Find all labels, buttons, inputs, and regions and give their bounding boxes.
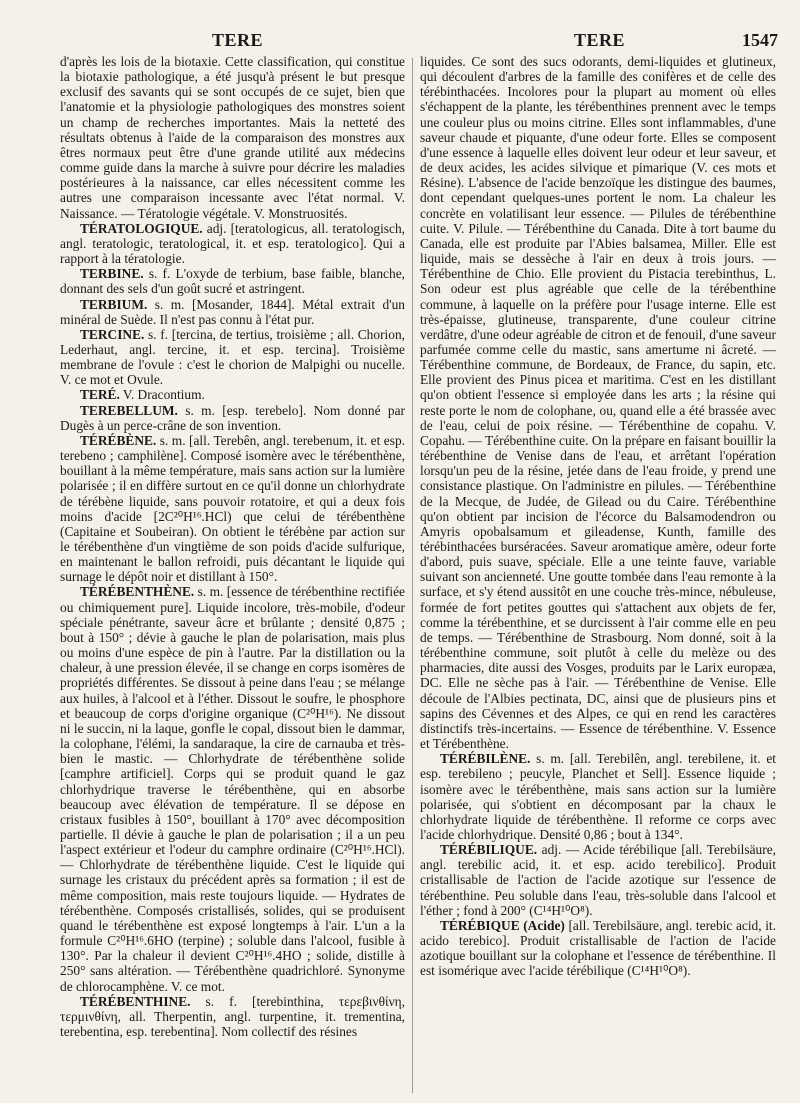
dictionary-entry	[420, 842, 776, 918]
entry-text: V. Dracontium.	[119, 387, 205, 403]
entry-headword: TÉRÉBÈNE.	[80, 432, 157, 448]
entry-text: s. m. [Mosander, 1844]. Métal extrait d'un minéral de Suède. Il n'est pas connu à l'état pur.	[60, 296, 405, 327]
left-column	[60, 54, 405, 1094]
entry-text: adj. — Acide térébilique [all. Terebilsäure, angl. terebilic acid, it. et esp. acido terebilico]. Produit cristallisable de l'action de l'acide azotique sur l'essence de térébenthine. Peu soluble dans l'eau, très-soluble dans l'alcool et l'éther ; fond à 200° (C¹⁴H¹⁰O⁸).	[420, 842, 776, 918]
entry-text: s. f. [terebinthina, τερεβινθίνη, τερμινθίνη, all. Therpentin, angl. turpentine, it. trementina, terebentina, esp. terebentina]. Nom collectif des résines	[60, 993, 405, 1039]
column-divider	[412, 58, 413, 1093]
entry-text: [all. Terebilsäure, angl. terebic acid, it. acido terebico]. Produit cristallisable de l'action de l'acide azotique bouillant sur la colophane et l'essence de térébenthine. Il est isomérique avec l'acide térébilique (C¹⁴H¹⁰O⁸).	[420, 917, 776, 979]
dictionary-entry	[60, 387, 405, 402]
right-column	[420, 54, 776, 1094]
entry-headword: TÉRATOLOGIQUE.	[80, 220, 203, 236]
entry-text: s. f. L'oxyde de terbium, base faible, blanche, donnant des sels d'un goût sucré et astringent.	[60, 266, 405, 297]
page-header	[0, 30, 800, 54]
running-head-right: TERE	[574, 30, 626, 50]
running-head-left: TERE	[212, 30, 264, 50]
entry-headword: TÉRÉBIQUE (Acide)	[440, 917, 565, 933]
dictionary-entry	[60, 221, 405, 266]
page-number: 1547	[742, 30, 778, 50]
entry-text: s. m. [all. Terebilên, angl. terebilene, it. et esp. terebileno ; peucyle, Planchet et Sell]. Essence liquide ; isomère avec le térébenthène, mais sans action sur la lumière polarisée, qui s'obtient en décomposant par la chaux le chlorhydrate liquide de térébenthène. Il reforme ce corps avec l'acide chlorhydrique. Densité 0,86 ; bout à 134°.	[420, 751, 776, 842]
dictionary-entry	[60, 584, 405, 993]
continued-text	[420, 54, 776, 751]
entry-text: s. f. [tercina, de tertius, troisième ; all. Chorion, Lederhaut, angl. tercine, it. et esp. tercina]. Troisième membrane de l'ovule : c'est le chorion de Malpighi ou nucelle. V. ce mot et Ovule.	[60, 326, 405, 388]
dictionary-entry	[60, 403, 405, 433]
entry-headword: TÉRÉBILIQUE.	[440, 842, 538, 858]
entry-text: s. m. [all. Terebên, angl. terebenum, it. et esp. terebeno ; camphilène]. Composé isomère avec le térébenthène, bouillant à la même température, mais sans action sur la lumière polarisée ; il en diffère surtout en ce qu'il donne un chlorhydrate de térébène liquide, sans pouvoir rotatoire, et qui a deux fois moins d'acide [2C²⁰H¹⁶.HCl) que celui de térébenthène (Capitaine et Soubeiran). On obtient le térébène par action sur le térébenthène d'un vingtième de son poids d'acide sulfurique, en maintenant le ballon refroidi, puis décantant le liquide qui surnage le dépôt noir et distillant à 150°.	[60, 432, 405, 585]
entry-headword: TÉRÉBENTHINE.	[80, 993, 191, 1009]
entry-headword: TÉRÉBENTHÈNE.	[80, 584, 195, 600]
entry-text: adj. [teratologicus, all. teratologisch, angl. teratologic, teratological, it. et esp. teratologico]. Qui a rapport à la tératologie.	[60, 220, 405, 267]
dictionary-entry	[60, 327, 405, 388]
entry-text: s. m. [esp. terebelo]. Nom donné par Dugès à un perce-crâne de son invention.	[60, 402, 405, 433]
entry-headword: TEREBELLUM.	[80, 402, 178, 418]
entry-headword: TERBIUM.	[80, 296, 148, 312]
continued-text	[60, 54, 405, 221]
entry-headword: TERBINE.	[80, 266, 144, 282]
entry-text: liquides. Ce sont des sucs odorants, demi-liquides et glutineux, qui découlent d'arbres de la famille des conifères et de celle des térébinthacées. Incolores pour la plupart au moment où elles s'échappent de la plante, les térébenthines prennent avec le temps une couleur plus ou moins citrine. Elles sont inflammables, d'une saveur chaude et piquante, d'une odeur forte. Elles se composent d'une essence à laquelle elles doivent leur odeur et leur saveur, et de deux acides, les acides silvique et pimarique (V. ces mots et Résine). L'absence de l'acide benzoïque les distingue des baumes, dont cependant quelques-unes portent le nom. La chaleur les concrète en volatilisant leur essence. — Pilules de térébenthine cuite. V. Pilule. — Térébenthine du Canada. Dite à tort baume du Canada, elle est produite par l'Abies balsamea, Miller. Elle est liquide, mais se dessèche à l'air en deux à trois jours. — Térébenthine de Chio. Elle provient du Pistacia terebinthus, L. Son odeur est plus agréable que celle de la térébenthine commune, à laquelle on la préfère pour l'usage interne. Elle est très-épaisse, glutineuse, transparente, d'une couleur citrine verdâtre, d'une odeur agréable de citron et de fenouil, d'une saveur parfumée comme celle du mastic, sans amertume ni âcreté. — Térébenthine commune, de Bordeaux, de France, du sapin, etc. Elle provient des Pinus picea et maritima. C'est en les distillant qu'on obtient l'essence si employée dans les arts ; la résine qui reste porte le nom de colophane, ou, quand elle a été brassée avec de l'eau, celui de poix résine. — Térébenthine de copahu. V. Copahu. — Térébenthine cuite. On la prépare en faisant bouillir la térébenthine de Venise dans de l'eau, et arrêtant l'opération lorsqu'un peu de la résine, jetée dans de l'eau froide, y prend une consistance plastique. On l'administre en pilules. — Térébenthine de la Mecque, de Judée, de Gilead ou du Caire. Térébenthine qu'on obtient par incision de l'écorce du Balsamodendron ou Amyris opobalsamum et gileadense, Kunth, famille des térébinthacées burséracées. Saveur aromatique amère, odeur forte d'abord, puis suave, spéciale. Elle a une teinte fauve, variable suivant son ancienneté. Une goutte tombée dans l'eau remonte à la surface, et s'y étend aussitôt en une couche très-mince, nébuleuse, formée de fort petites gouttes qui s'attachent aux objets de fer, comme la térébenthine, et se durcissent à l'air comme elle en peu de temps. — Térébenthine de Strasbourg. Nom donné, soit à la térébenthine commune, soit plutôt à celle du melèze ou des pharmacies, dite aussi des Vosges, produits par le Larix europæa, DC. Elle ne sèche pas à l'air. — Térébenthine de Venise. Elle découle de l'Albies pectinata, DC, ainsi que de plusieurs pins et sapins des Cévennes et des Alpes, ce qui en rend les caractères distinctifs très-incertains. — Essence de térébenthine. V. Essence et Térébenthène.	[420, 54, 776, 752]
dictionary-entry	[60, 266, 405, 296]
dictionary-entry	[420, 918, 776, 979]
entry-text: s. m. [essence de térébenthine rectifiée ou chimiquement pure]. Liquide incolore, très-mobile, d'odeur spéciale pénétrante, saveur âcre et brûlante ; densité 0,875 ; bout à 150° ; dévie à gauche le plan de polarisation, mais plus ou moins d'une espèce de pin à l'autre. Par la distillation ou la chaleur, à une pression élevée, il se change en corps isomères de propriétés différentes. Se dissout à peine dans l'eau ; se mélange aux huiles, à l'alcool et à l'éther. Dissout le soufre, le phosphore et beaucoup de corps d'origine organique (C²⁰H¹⁶). Ne dissout ni le succin, ni la laque, gonfle le copal, dissout bien le dammar, la colophane, l'élémi, la sandaraque, la cire de carnauba et très-bien le mastic. — Chlorhydrate de térébenthène solide [camphre artificiel]. Corps qui se produit quand le gaz chlorhydrique traverse le térébenthène, qui en absorbe beaucoup avec élévation de température. Il se dépose en cristaux fusibles à 150°, bouillant à 170° avec décomposition partielle. Il dévie à gauche le plan de polarisation ; il a un peu l'aspect extérieur et l'odeur du camphre ordinaire (C²⁰H¹⁶.HCl). — Chlorhydrate de térébenthène liquide. C'est le liquide qui surnage les cristaux du précédent après sa formation ; il est de même composition, mais reste toujours liquide. — Hydrates de térébenthène. Composés cristallisés, solides, qui se produisent quand le térébenthène est exposé longtemps à l'air. L'un a la formule C²⁰H¹⁶.6HO (terpine) ; soluble dans l'alcool, fusible à 130°. Par la chaleur il devient C²⁰H¹⁶.4HO ; solide, distille à 250° sans altération. — Térébenthène quadrichloré. Synonyme de chlorocamphène. V. ce mot.	[60, 584, 405, 994]
entry-headword: TERCINE.	[80, 326, 145, 342]
entry-headword: TERÉ.	[80, 387, 120, 403]
entry-headword: TÉRÉBILÈNE.	[440, 751, 531, 767]
dictionary-entry	[60, 297, 405, 327]
dictionary-entry	[60, 433, 405, 585]
dictionary-entry	[60, 994, 405, 1039]
entry-text: d'après les lois de la biotaxie. Cette classification, qui constitue la biotaxie pathologique, a été jusqu'à présent le but presque exclusif des savants qui se sont occupés de ce sujet, bien que l'anatomie et la physiologie pathologiques des monstres soient un champ de recherches importantes. Mais la netteté des résultats obtenus à l'aide de la comparaison des monstres aux êtres normaux peut être d'une grande utilité aux médecins comme guide dans la marche à suivre pour décrire les maladies postérieures à la naissance, car elles nécessitent comme les autres une comparaison incessante avec l'état normal. V. Naissance. — Tératologie végétale. V. Monstruosités.	[60, 54, 405, 221]
dictionary-entry	[420, 751, 776, 842]
